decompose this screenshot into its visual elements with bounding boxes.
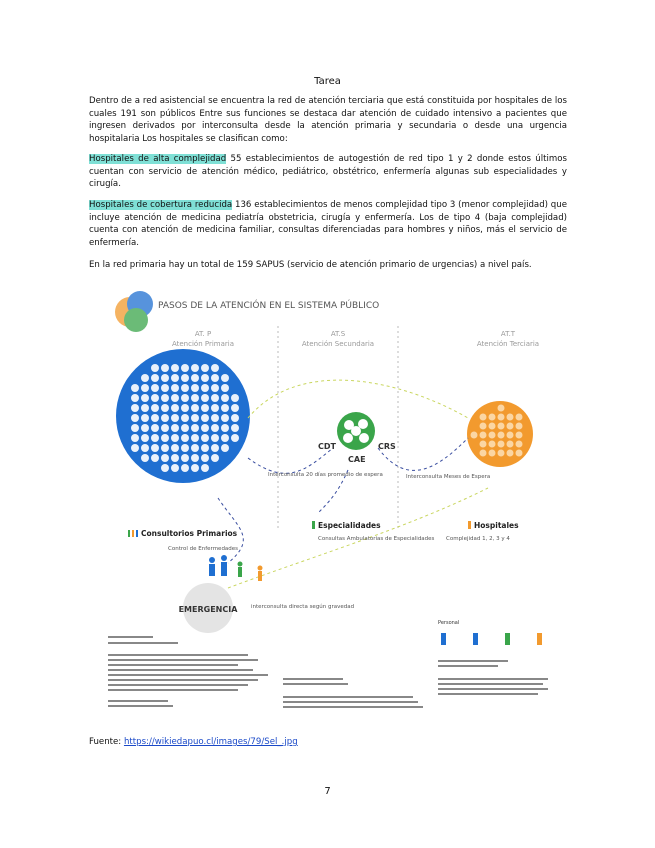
primary-clinic-dot: [191, 374, 199, 382]
col3-name: Atención Terciaria: [476, 340, 540, 348]
hospital-dot: [507, 441, 514, 448]
hospital-dot: [516, 423, 523, 430]
hospital-dot: [516, 432, 523, 439]
primary-clinic-dot: [141, 454, 149, 462]
page-title: Tarea: [314, 76, 341, 87]
primary-clinic-dot: [141, 444, 149, 452]
logo-circles: [115, 291, 153, 332]
primary-clinic-dot: [211, 404, 219, 412]
primary-clinic-dot: [171, 374, 179, 382]
primary-clinic-dot: [161, 434, 169, 442]
primary-clinic-dot: [181, 374, 189, 382]
primary-clinic-dot: [211, 394, 219, 402]
primary-clinic-dot: [161, 454, 169, 462]
primary-clinic-dot: [201, 444, 209, 452]
primary-clinic-dot: [211, 414, 219, 422]
primary-clinic-dot: [141, 414, 149, 422]
primary-clinic-dot: [201, 404, 209, 412]
primary-clinic-dot: [131, 394, 139, 402]
consultorios-title: Consultorios Primarios: [141, 529, 238, 538]
intro-paragraph: Dentro de a red asistencial se encuentra la red de atención terciaria que está constituida por hospitales de los cuales 191 son públicos Entre sus funciones se destaca dar atención de cuidado intensivo a pacientes que ingresen derivados por interconsulta desde la atención primaria y secundaria o desde una urgencia hospitalaria Los hospitales se clasifican como:: [89, 96, 567, 144]
consultorios-sub: Control de Enfermedades: [168, 546, 239, 552]
hospital-dot: [498, 423, 505, 430]
hospital-dot: [489, 432, 496, 439]
primary-clinic-dot: [141, 404, 149, 412]
primary-clinic-dot: [181, 424, 189, 432]
reduced-coverage-text: 136 establecimientos de menos complejidad tipo 3 (menor complejidad) que incluye atención de medicina pediatría obstetricia, cirugía y enfermería. Los de tipo 4 (baja complejidad) cuenta con atención de medicina familiar, consultas diferenciadas para hombres y niños, más el servicio de enfermería.: [89, 200, 567, 248]
sapu-paragraph: En la red primaria hay un total de 159 SAPUS (servicio de atención primario de urgencias) a nivel país.: [89, 260, 532, 270]
primary-clinic-dot: [191, 464, 199, 472]
primary-clinic-dot: [191, 444, 199, 452]
source-label: Fuente:: [89, 737, 124, 747]
primary-clinic-dot: [211, 374, 219, 382]
primary-clinic-dot: [211, 444, 219, 452]
primary-clinic-dot: [211, 364, 219, 372]
hospital-dot: [516, 450, 523, 457]
primary-clinic-dot: [151, 424, 159, 432]
high-complexity-text: 55 establecimientos de autogestión de red tipo 1 y 2 donde estos últimos cuentan con servicio de atención médico, pediátrico, obstétrico, enfermería algunas sub especialidades y cirugía.: [89, 154, 567, 190]
primary-clinic-dot: [151, 404, 159, 412]
primary-clinic-dot: [221, 374, 229, 382]
primary-clinic-dot: [171, 434, 179, 442]
consultorio-people-icon: [128, 530, 138, 537]
primary-clinic-dot: [141, 394, 149, 402]
primary-clinic-dot: [171, 364, 179, 372]
primary-clinic-dot: [181, 464, 189, 472]
primary-clinic-dot: [171, 384, 179, 392]
primary-clinic-dot: [161, 404, 169, 412]
primary-clinic-dot: [171, 414, 179, 422]
source-link[interactable]: https://wikiedapuo.cl/images/79/Sel_.jpg: [123, 737, 298, 747]
primary-clinic-dot: [181, 444, 189, 452]
primary-clinic-dot: [171, 454, 179, 462]
primary-clinic-dot: [221, 394, 229, 402]
primary-clinic-dot: [151, 434, 159, 442]
primary-clinic-dot: [211, 454, 219, 462]
primary-clinic-dot: [231, 404, 239, 412]
col3-code: AT.T: [500, 330, 516, 338]
primary-clinic-dot: [181, 434, 189, 442]
primary-clinic-dot: [191, 404, 199, 412]
hospital-dot: [516, 414, 523, 421]
primary-clinic-dot: [221, 424, 229, 432]
col1-code: AT. P: [194, 330, 212, 338]
hospitales-person-icon: [468, 521, 471, 529]
emergency-people-icon: [209, 555, 263, 581]
hospital-dot: [498, 441, 505, 448]
hospital-dot: [507, 432, 514, 439]
especialidades-sub: Consultas Ambulatorias de Especialidades: [318, 536, 435, 542]
legend-title: Personal: [438, 620, 460, 626]
primary-clinic-dot: [161, 364, 169, 372]
hospital-dot: [498, 450, 505, 457]
cdt-label: CDT: [318, 442, 336, 451]
hospital-dot: [498, 414, 505, 421]
primary-clinic-dot: [181, 384, 189, 392]
hospital-dot: [480, 450, 487, 457]
hospital-dot: [489, 414, 496, 421]
hospitales-title: Hospitales: [474, 521, 519, 530]
primary-clinic-dot: [171, 404, 179, 412]
primary-clinic-dot: [151, 454, 159, 462]
hospital-dot: [489, 441, 496, 448]
crs-label: CRS: [378, 442, 396, 451]
primary-clinic-dot: [191, 434, 199, 442]
hospital-dot: [480, 441, 487, 448]
primary-clinic-dot: [191, 424, 199, 432]
primary-clinic-dot: [231, 394, 239, 402]
primary-clinic-dot: [141, 424, 149, 432]
primary-clinic-dot: [131, 444, 139, 452]
hospital-dot: [498, 405, 505, 412]
primary-clinic-dot: [171, 464, 179, 472]
emergency-label: EMERGENCIA: [178, 605, 238, 614]
hospital-dot: [471, 432, 478, 439]
especialidades-person-icon: [312, 521, 315, 529]
primary-clinic-dot: [211, 384, 219, 392]
interconsulta-primary-label: Interconsulta 20 días promedio de espera: [268, 472, 383, 478]
hospitales-sub: Complejidad 1, 2, 3 y 4: [446, 536, 510, 542]
primary-clinic-dot: [201, 384, 209, 392]
emergency-arrow-label: interconsulta directa según gravedad: [251, 604, 355, 610]
primary-clinic-dot: [151, 394, 159, 402]
primary-clinic-dot: [191, 384, 199, 392]
primary-clinic-dot: [191, 394, 199, 402]
primary-clinic-dot: [141, 374, 149, 382]
primary-clinic-dot: [231, 424, 239, 432]
primary-clinic-dot: [191, 454, 199, 462]
primary-clinic-dot: [201, 424, 209, 432]
primary-clinic-dot: [171, 394, 179, 402]
primary-clinic-dot: [181, 404, 189, 412]
source-line: [89, 737, 298, 747]
primary-clinic-dot: [161, 374, 169, 382]
primary-clinic-dot: [181, 364, 189, 372]
high-complexity-highlight: Hospitales de alta complejidad: [89, 154, 227, 164]
primary-clinic-dot: [201, 374, 209, 382]
primary-clinic-dot: [151, 364, 159, 372]
especialidades-title: Especialidades: [318, 521, 381, 530]
hospital-dot: [480, 423, 487, 430]
primary-clinic-dot: [221, 414, 229, 422]
primary-clinic-dot: [211, 434, 219, 442]
interconsulta-secondary-label: Interconsulta Meses de Espera: [406, 474, 491, 480]
primary-clinic-dot: [131, 414, 139, 422]
health-system-diagram: [108, 288, 556, 720]
high-complexity-paragraph: [89, 153, 567, 191]
primary-clinic-dot: [151, 374, 159, 382]
primary-clinic-dot: [131, 384, 139, 392]
primary-clinic-dot: [221, 434, 229, 442]
hospital-dot: [507, 450, 514, 457]
primary-clinic-dot: [151, 384, 159, 392]
hospital-dot: [498, 432, 505, 439]
cae-label: CAE: [348, 455, 366, 464]
legend-people-icons: [441, 633, 542, 645]
hospital-dot: [489, 450, 496, 457]
primary-clinic-dot: [201, 394, 209, 402]
primary-clinic-dot: [131, 404, 139, 412]
primary-clinic-dot: [151, 414, 159, 422]
primary-clinic-dot: [211, 424, 219, 432]
primary-clinic-dot: [141, 434, 149, 442]
primary-clinic-dot: [161, 394, 169, 402]
page-number: 7: [324, 786, 331, 797]
fine-print-lines: [108, 636, 548, 708]
primary-clinic-dot: [171, 424, 179, 432]
primary-clinic-dot: [161, 444, 169, 452]
col2-code: AT.S: [330, 330, 346, 338]
hospital-dot: [480, 432, 487, 439]
hospital-dot: [507, 423, 514, 430]
primary-clinic-dot: [231, 434, 239, 442]
diagram-title: PASOS DE LA ATENCIÓN EN EL SISTEMA PÚBLICO: [158, 301, 380, 311]
hospital-dot: [489, 423, 496, 430]
primary-clinic-dot: [171, 444, 179, 452]
col1-name: Atención Primaria: [171, 340, 235, 348]
hospital-dot: [516, 441, 523, 448]
primary-clinic-dot: [181, 414, 189, 422]
primary-clinic-dot: [151, 444, 159, 452]
primary-clinic-dot: [201, 464, 209, 472]
reduced-coverage-paragraph: [89, 199, 567, 249]
primary-clinic-dot: [191, 414, 199, 422]
primary-clinic-dot: [131, 424, 139, 432]
primary-clinic-dot: [221, 404, 229, 412]
reduced-coverage-highlight: Hospitales de cobertura reducida: [89, 200, 233, 210]
primary-clinic-dot: [221, 384, 229, 392]
primary-clinic-dot: [221, 444, 229, 452]
primary-clinic-dot: [201, 364, 209, 372]
primary-clinic-dot: [191, 364, 199, 372]
primary-clinic-dot: [201, 454, 209, 462]
primary-clinic-dot: [201, 434, 209, 442]
primary-clinic-dot: [131, 434, 139, 442]
primary-clinic-dot: [201, 414, 209, 422]
primary-clinic-dot: [161, 424, 169, 432]
primary-clinic-dot: [181, 394, 189, 402]
primary-clinic-dot: [181, 454, 189, 462]
hospital-dot: [507, 414, 514, 421]
col2-name: Atención Secundaria: [301, 340, 375, 348]
hospital-dot: [480, 414, 487, 421]
primary-clinic-dot: [231, 414, 239, 422]
primary-clinic-dot: [161, 414, 169, 422]
primary-clinic-dot: [141, 384, 149, 392]
primary-clinic-dot: [161, 384, 169, 392]
primary-clinic-dot: [161, 464, 169, 472]
